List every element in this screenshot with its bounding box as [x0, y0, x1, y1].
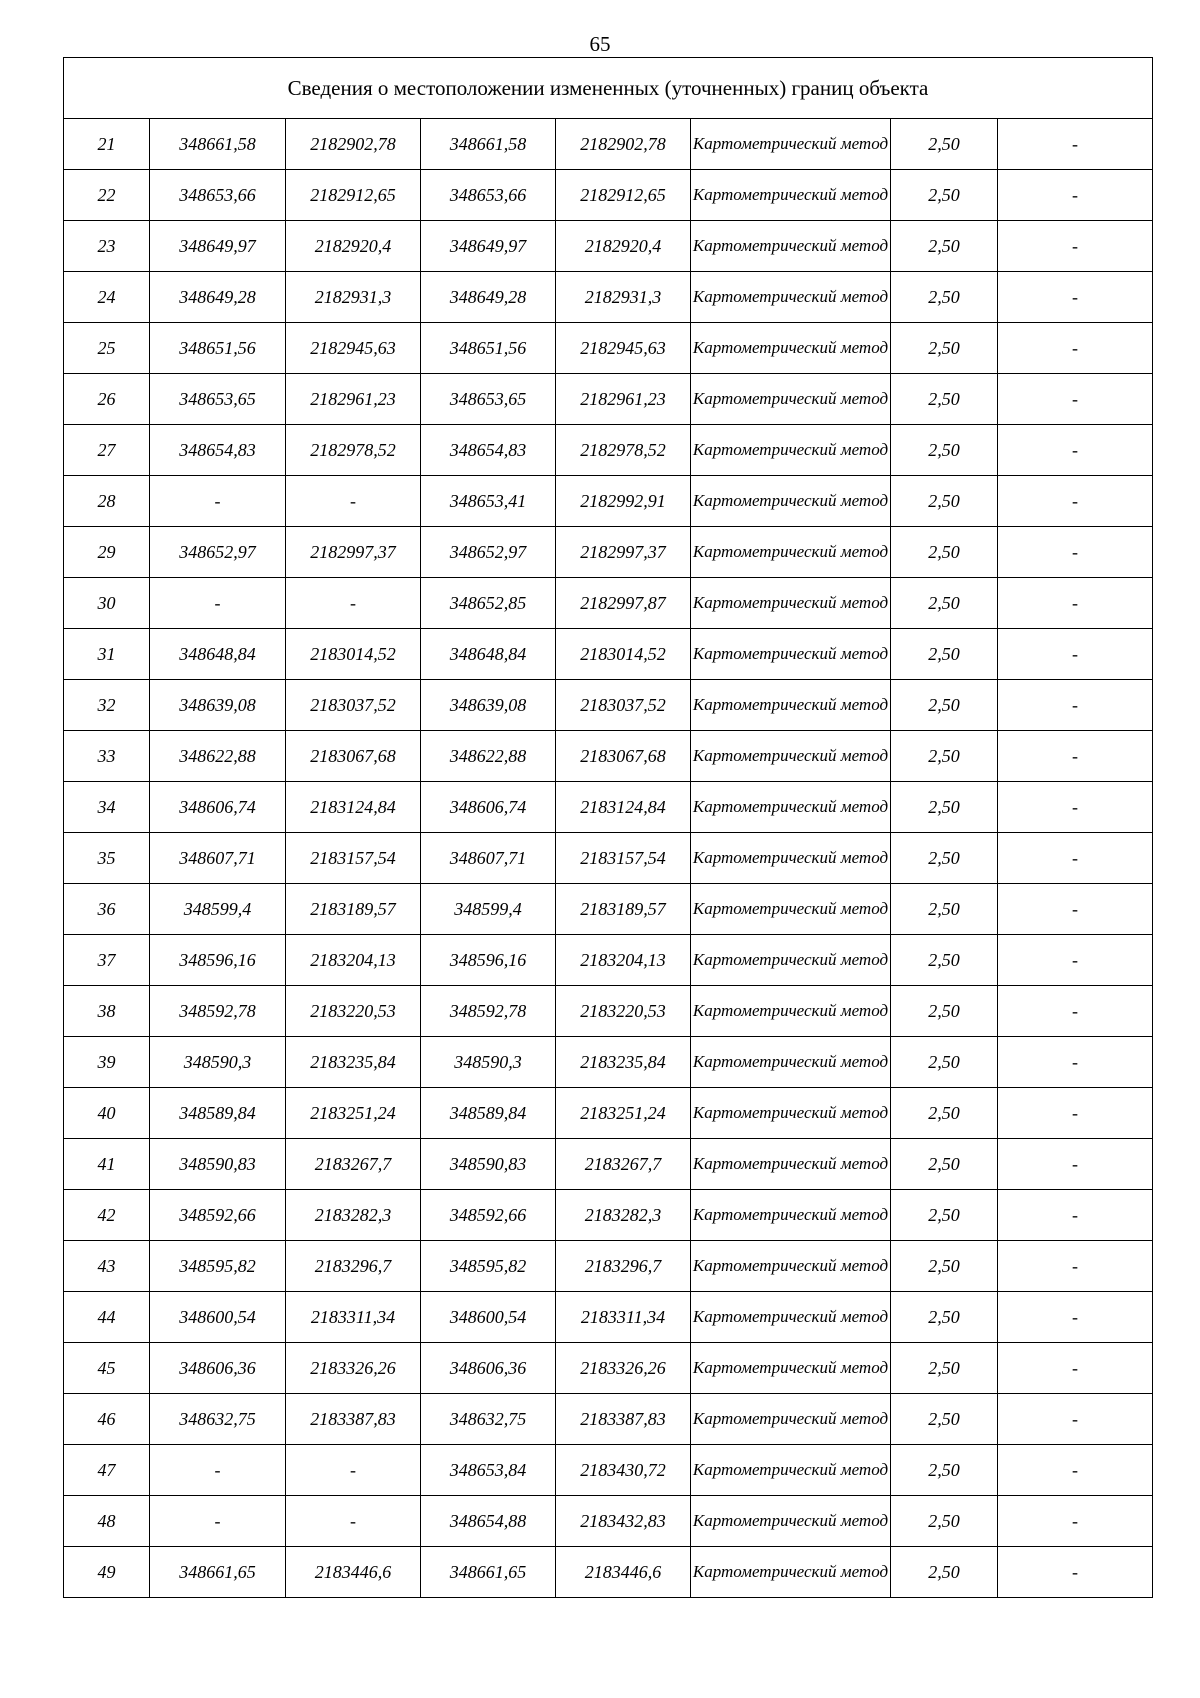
point-number-cell: 47	[64, 1445, 150, 1496]
method-cell: Картометрический метод	[691, 1241, 891, 1292]
table-row	[64, 425, 1153, 476]
point-number-cell: 23	[64, 221, 150, 272]
table-row	[64, 1343, 1153, 1394]
refined-y-cell: 2183157,54	[556, 833, 691, 884]
existing-y-cell: 2182912,65	[286, 170, 421, 221]
point-number-cell: 42	[64, 1190, 150, 1241]
refined-x-cell: 348651,56	[421, 323, 556, 374]
table-header-row	[64, 58, 1153, 119]
existing-y-cell: 2183124,84	[286, 782, 421, 833]
note-cell: -	[998, 1445, 1153, 1496]
refined-y-cell: 2182961,23	[556, 374, 691, 425]
table-row	[64, 323, 1153, 374]
method-cell: Картометрический метод	[691, 425, 891, 476]
accuracy-cell: 2,50	[891, 986, 998, 1037]
point-number-cell: 44	[64, 1292, 150, 1343]
refined-y-cell: 2182920,4	[556, 221, 691, 272]
table-row	[64, 221, 1153, 272]
refined-y-cell: 2182992,91	[556, 476, 691, 527]
table-row	[64, 1292, 1153, 1343]
accuracy-cell: 2,50	[891, 527, 998, 578]
point-number-cell: 30	[64, 578, 150, 629]
point-number-cell: 24	[64, 272, 150, 323]
refined-x-cell: 348639,08	[421, 680, 556, 731]
existing-y-cell: 2182931,3	[286, 272, 421, 323]
point-number-cell: 26	[64, 374, 150, 425]
method-cell: Картометрический метод	[691, 374, 891, 425]
note-cell: -	[998, 323, 1153, 374]
existing-x-cell: 348589,84	[150, 1088, 286, 1139]
method-cell: Картометрический метод	[691, 1496, 891, 1547]
existing-x-cell: -	[150, 476, 286, 527]
accuracy-cell: 2,50	[891, 629, 998, 680]
point-number-cell: 32	[64, 680, 150, 731]
refined-x-cell: 348607,71	[421, 833, 556, 884]
refined-x-cell: 348590,83	[421, 1139, 556, 1190]
refined-x-cell: 348654,88	[421, 1496, 556, 1547]
refined-y-cell: 2182912,65	[556, 170, 691, 221]
accuracy-cell: 2,50	[891, 782, 998, 833]
boundary-coordinates-table	[63, 57, 1153, 1598]
refined-x-cell: 348652,97	[421, 527, 556, 578]
table-row	[64, 578, 1153, 629]
method-cell: Картометрический метод	[691, 1292, 891, 1343]
existing-x-cell: 348654,83	[150, 425, 286, 476]
note-cell: -	[998, 272, 1153, 323]
existing-x-cell: 348592,78	[150, 986, 286, 1037]
point-number-cell: 33	[64, 731, 150, 782]
note-cell: -	[998, 374, 1153, 425]
refined-y-cell: 2182997,87	[556, 578, 691, 629]
accuracy-cell: 2,50	[891, 476, 998, 527]
existing-x-cell: 348661,58	[150, 119, 286, 170]
table-row	[64, 170, 1153, 221]
page-number: 65	[589, 32, 611, 56]
refined-y-cell: 2182978,52	[556, 425, 691, 476]
refined-y-cell: 2183014,52	[556, 629, 691, 680]
refined-y-cell: 2183220,53	[556, 986, 691, 1037]
method-cell: Картометрический метод	[691, 1088, 891, 1139]
existing-x-cell: 348592,66	[150, 1190, 286, 1241]
accuracy-cell: 2,50	[891, 1139, 998, 1190]
point-number-cell: 34	[64, 782, 150, 833]
refined-x-cell: 348600,54	[421, 1292, 556, 1343]
existing-x-cell: 348600,54	[150, 1292, 286, 1343]
method-cell: Картометрический метод	[691, 578, 891, 629]
point-number-cell: 36	[64, 884, 150, 935]
refined-x-cell: 348622,88	[421, 731, 556, 782]
method-cell: Картометрический метод	[691, 731, 891, 782]
existing-x-cell: 348590,3	[150, 1037, 286, 1088]
accuracy-cell: 2,50	[891, 935, 998, 986]
existing-x-cell: -	[150, 1496, 286, 1547]
method-cell: Картометрический метод	[691, 272, 891, 323]
existing-x-cell: 348606,74	[150, 782, 286, 833]
table-body	[64, 58, 1153, 1598]
accuracy-cell: 2,50	[891, 1088, 998, 1139]
table-row	[64, 1445, 1153, 1496]
method-cell: Картометрический метод	[691, 1394, 891, 1445]
refined-x-cell: 348653,41	[421, 476, 556, 527]
existing-x-cell: 348590,83	[150, 1139, 286, 1190]
point-number-cell: 49	[64, 1547, 150, 1598]
existing-x-cell: 348599,4	[150, 884, 286, 935]
table-row	[64, 680, 1153, 731]
existing-y-cell: 2183326,26	[286, 1343, 421, 1394]
refined-y-cell: 2183124,84	[556, 782, 691, 833]
refined-x-cell: 348606,36	[421, 1343, 556, 1394]
existing-x-cell: 348622,88	[150, 731, 286, 782]
method-cell: Картометрический метод	[691, 1547, 891, 1598]
refined-x-cell: 348589,84	[421, 1088, 556, 1139]
refined-x-cell: 348654,83	[421, 425, 556, 476]
accuracy-cell: 2,50	[891, 680, 998, 731]
note-cell: -	[998, 1394, 1153, 1445]
accuracy-cell: 2,50	[891, 374, 998, 425]
method-cell: Картометрический метод	[691, 119, 891, 170]
existing-x-cell: 348651,56	[150, 323, 286, 374]
note-cell: -	[998, 1037, 1153, 1088]
accuracy-cell: 2,50	[891, 119, 998, 170]
table-row	[64, 1037, 1153, 1088]
existing-y-cell: 2183014,52	[286, 629, 421, 680]
refined-y-cell: 2183037,52	[556, 680, 691, 731]
existing-x-cell: 348652,97	[150, 527, 286, 578]
existing-y-cell: 2183067,68	[286, 731, 421, 782]
accuracy-cell: 2,50	[891, 833, 998, 884]
accuracy-cell: 2,50	[891, 170, 998, 221]
accuracy-cell: 2,50	[891, 1394, 998, 1445]
existing-x-cell: -	[150, 578, 286, 629]
method-cell: Картометрический метод	[691, 986, 891, 1037]
accuracy-cell: 2,50	[891, 1190, 998, 1241]
point-number-cell: 25	[64, 323, 150, 374]
refined-x-cell: 348592,66	[421, 1190, 556, 1241]
accuracy-cell: 2,50	[891, 272, 998, 323]
refined-y-cell: 2183446,6	[556, 1547, 691, 1598]
note-cell: -	[998, 527, 1153, 578]
refined-y-cell: 2183067,68	[556, 731, 691, 782]
refined-x-cell: 348596,16	[421, 935, 556, 986]
refined-y-cell: 2183296,7	[556, 1241, 691, 1292]
note-cell: -	[998, 476, 1153, 527]
point-number-cell: 37	[64, 935, 150, 986]
table-row	[64, 1088, 1153, 1139]
refined-y-cell: 2183432,83	[556, 1496, 691, 1547]
method-cell: Картометрический метод	[691, 1343, 891, 1394]
note-cell: -	[998, 680, 1153, 731]
refined-x-cell: 348661,65	[421, 1547, 556, 1598]
point-number-cell: 41	[64, 1139, 150, 1190]
accuracy-cell: 2,50	[891, 1292, 998, 1343]
note-cell: -	[998, 935, 1153, 986]
refined-x-cell: 348599,4	[421, 884, 556, 935]
note-cell: -	[998, 119, 1153, 170]
existing-y-cell: 2182945,63	[286, 323, 421, 374]
accuracy-cell: 2,50	[891, 1547, 998, 1598]
method-cell: Картометрический метод	[691, 884, 891, 935]
point-number-cell: 48	[64, 1496, 150, 1547]
refined-x-cell: 348653,65	[421, 374, 556, 425]
table-row	[64, 1496, 1153, 1547]
refined-x-cell: 348606,74	[421, 782, 556, 833]
existing-y-cell: 2183446,6	[286, 1547, 421, 1598]
note-cell: -	[998, 425, 1153, 476]
existing-x-cell: 348653,65	[150, 374, 286, 425]
note-cell: -	[998, 782, 1153, 833]
existing-x-cell: 348595,82	[150, 1241, 286, 1292]
note-cell: -	[998, 1547, 1153, 1598]
refined-x-cell: 348595,82	[421, 1241, 556, 1292]
refined-y-cell: 2182945,63	[556, 323, 691, 374]
existing-y-cell: 2183157,54	[286, 833, 421, 884]
existing-x-cell: 348661,65	[150, 1547, 286, 1598]
note-cell: -	[998, 221, 1153, 272]
existing-y-cell: 2183282,3	[286, 1190, 421, 1241]
note-cell: -	[998, 1088, 1153, 1139]
table-row	[64, 374, 1153, 425]
method-cell: Картометрический метод	[691, 1445, 891, 1496]
existing-x-cell: 348639,08	[150, 680, 286, 731]
note-cell: -	[998, 1496, 1153, 1547]
refined-x-cell: 348592,78	[421, 986, 556, 1037]
method-cell: Картометрический метод	[691, 1037, 891, 1088]
method-cell: Картометрический метод	[691, 629, 891, 680]
table-row	[64, 1547, 1153, 1598]
refined-y-cell: 2182902,78	[556, 119, 691, 170]
refined-x-cell: 348632,75	[421, 1394, 556, 1445]
refined-y-cell: 2182931,3	[556, 272, 691, 323]
note-cell: -	[998, 986, 1153, 1037]
table-row	[64, 833, 1153, 884]
table-row	[64, 527, 1153, 578]
table-row	[64, 1241, 1153, 1292]
refined-y-cell: 2183235,84	[556, 1037, 691, 1088]
point-number-cell: 28	[64, 476, 150, 527]
table-header: Сведения о местоположении измененных (уточненных) границ объекта	[64, 58, 1153, 119]
note-cell: -	[998, 884, 1153, 935]
existing-y-cell: 2183296,7	[286, 1241, 421, 1292]
refined-y-cell: 2183282,3	[556, 1190, 691, 1241]
point-number-cell: 21	[64, 119, 150, 170]
refined-y-cell: 2183251,24	[556, 1088, 691, 1139]
accuracy-cell: 2,50	[891, 1241, 998, 1292]
accuracy-cell: 2,50	[891, 1496, 998, 1547]
method-cell: Картометрический метод	[691, 170, 891, 221]
refined-x-cell: 348661,58	[421, 119, 556, 170]
accuracy-cell: 2,50	[891, 323, 998, 374]
note-cell: -	[998, 833, 1153, 884]
refined-y-cell: 2183311,34	[556, 1292, 691, 1343]
table-row	[64, 986, 1153, 1037]
table-row	[64, 884, 1153, 935]
method-cell: Картометрический метод	[691, 221, 891, 272]
point-number-cell: 38	[64, 986, 150, 1037]
refined-y-cell: 2183267,7	[556, 1139, 691, 1190]
existing-y-cell: 2182902,78	[286, 119, 421, 170]
point-number-cell: 22	[64, 170, 150, 221]
method-cell: Картометрический метод	[691, 476, 891, 527]
existing-y-cell: 2182997,37	[286, 527, 421, 578]
table-row	[64, 1394, 1153, 1445]
table-row	[64, 731, 1153, 782]
accuracy-cell: 2,50	[891, 578, 998, 629]
existing-x-cell: 348648,84	[150, 629, 286, 680]
accuracy-cell: 2,50	[891, 1343, 998, 1394]
refined-y-cell: 2182997,37	[556, 527, 691, 578]
table-row	[64, 782, 1153, 833]
point-number-cell: 43	[64, 1241, 150, 1292]
refined-x-cell: 348648,84	[421, 629, 556, 680]
refined-y-cell: 2183204,13	[556, 935, 691, 986]
existing-x-cell: -	[150, 1445, 286, 1496]
refined-x-cell: 348590,3	[421, 1037, 556, 1088]
accuracy-cell: 2,50	[891, 1037, 998, 1088]
existing-y-cell: -	[286, 578, 421, 629]
accuracy-cell: 2,50	[891, 221, 998, 272]
method-cell: Картометрический метод	[691, 680, 891, 731]
accuracy-cell: 2,50	[891, 1445, 998, 1496]
point-number-cell: 39	[64, 1037, 150, 1088]
method-cell: Картометрический метод	[691, 1139, 891, 1190]
note-cell: -	[998, 1190, 1153, 1241]
refined-x-cell: 348652,85	[421, 578, 556, 629]
existing-y-cell: -	[286, 476, 421, 527]
refined-y-cell: 2183430,72	[556, 1445, 691, 1496]
existing-y-cell: 2183189,57	[286, 884, 421, 935]
existing-y-cell: -	[286, 1445, 421, 1496]
accuracy-cell: 2,50	[891, 884, 998, 935]
existing-y-cell: 2183204,13	[286, 935, 421, 986]
note-cell: -	[998, 1292, 1153, 1343]
existing-x-cell: 348606,36	[150, 1343, 286, 1394]
point-number-cell: 27	[64, 425, 150, 476]
point-number-cell: 31	[64, 629, 150, 680]
table-row	[64, 476, 1153, 527]
point-number-cell: 46	[64, 1394, 150, 1445]
existing-y-cell: 2183220,53	[286, 986, 421, 1037]
accuracy-cell: 2,50	[891, 425, 998, 476]
refined-y-cell: 2183387,83	[556, 1394, 691, 1445]
method-cell: Картометрический метод	[691, 1190, 891, 1241]
point-number-cell: 29	[64, 527, 150, 578]
table-row	[64, 272, 1153, 323]
note-cell: -	[998, 731, 1153, 782]
point-number-cell: 40	[64, 1088, 150, 1139]
table-row	[64, 119, 1153, 170]
existing-x-cell: 348653,66	[150, 170, 286, 221]
existing-y-cell: -	[286, 1496, 421, 1547]
existing-y-cell: 2183311,34	[286, 1292, 421, 1343]
refined-y-cell: 2183326,26	[556, 1343, 691, 1394]
refined-x-cell: 348653,84	[421, 1445, 556, 1496]
point-number-cell: 35	[64, 833, 150, 884]
note-cell: -	[998, 170, 1153, 221]
existing-y-cell: 2182920,4	[286, 221, 421, 272]
note-cell: -	[998, 1241, 1153, 1292]
refined-x-cell: 348649,97	[421, 221, 556, 272]
table-row	[64, 1139, 1153, 1190]
table-row	[64, 935, 1153, 986]
existing-y-cell: 2183235,84	[286, 1037, 421, 1088]
method-cell: Картометрический метод	[691, 323, 891, 374]
existing-x-cell: 348607,71	[150, 833, 286, 884]
note-cell: -	[998, 1139, 1153, 1190]
accuracy-cell: 2,50	[891, 731, 998, 782]
existing-x-cell: 348649,97	[150, 221, 286, 272]
existing-y-cell: 2182978,52	[286, 425, 421, 476]
existing-y-cell: 2183387,83	[286, 1394, 421, 1445]
method-cell: Картометрический метод	[691, 527, 891, 578]
note-cell: -	[998, 629, 1153, 680]
existing-x-cell: 348596,16	[150, 935, 286, 986]
note-cell: -	[998, 1343, 1153, 1394]
method-cell: Картометрический метод	[691, 935, 891, 986]
point-number-cell: 45	[64, 1343, 150, 1394]
note-cell: -	[998, 578, 1153, 629]
method-cell: Картометрический метод	[691, 833, 891, 884]
existing-y-cell: 2183267,7	[286, 1139, 421, 1190]
existing-y-cell: 2183251,24	[286, 1088, 421, 1139]
existing-x-cell: 348649,28	[150, 272, 286, 323]
existing-y-cell: 2183037,52	[286, 680, 421, 731]
existing-x-cell: 348632,75	[150, 1394, 286, 1445]
existing-y-cell: 2182961,23	[286, 374, 421, 425]
method-cell: Картометрический метод	[691, 782, 891, 833]
refined-x-cell: 348649,28	[421, 272, 556, 323]
refined-x-cell: 348653,66	[421, 170, 556, 221]
table-row	[64, 1190, 1153, 1241]
table-row	[64, 629, 1153, 680]
refined-y-cell: 2183189,57	[556, 884, 691, 935]
